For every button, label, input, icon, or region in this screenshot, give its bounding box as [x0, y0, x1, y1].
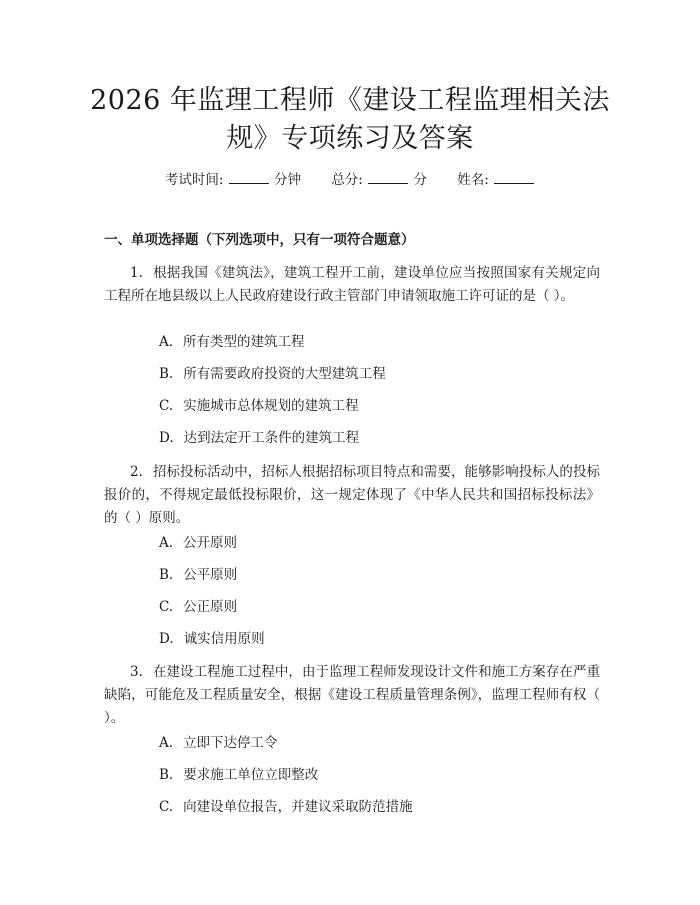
option-letter: A. [159, 334, 174, 350]
name-field [457, 170, 535, 189]
option-text: 实施城市总体规划的建筑工程 [183, 398, 359, 414]
total-score-field [331, 170, 427, 189]
page-title-line-1: 2026 年监理工程师《建设工程监理相关法 [90, 85, 610, 116]
option-letter: C. [159, 799, 174, 815]
option-letter: B. [159, 366, 174, 382]
total-score-blank [368, 170, 408, 184]
question-text: 根据我国《建筑法》，建筑工程开工前，建设单位应当按照国家有关规定向工程所在地县级以上人民政府建设行政主管部门申请领取施工许可证的是（ ）。 [104, 265, 600, 304]
question-number: 2. [130, 464, 143, 480]
option-text: 所有类型的建筑工程 [183, 334, 305, 350]
question-2-option-b [159, 566, 237, 584]
option-letter: C. [159, 398, 174, 414]
option-text: 要求施工单位立即整改 [183, 767, 319, 783]
question-number: 1. [130, 265, 143, 281]
exam-time-field [165, 170, 301, 189]
question-3-option-c [159, 798, 413, 816]
option-text: 诚实信用原则 [183, 631, 265, 647]
question-2-option-a [159, 534, 237, 552]
option-letter: D. [159, 430, 174, 446]
total-score-label: 总分: [331, 172, 363, 188]
question-3 [104, 661, 600, 730]
section-heading: 一、单项选择题（下列选项中，只有一项符合题意） [104, 232, 415, 248]
option-text: 立即下达停工令 [183, 735, 278, 751]
option-text: 公正原则 [183, 599, 238, 615]
question-3-option-a [159, 734, 278, 752]
question-2-option-d [159, 630, 265, 648]
option-text: 公平原则 [183, 567, 238, 583]
question-1-option-b [159, 365, 386, 383]
question-2-option-c [159, 598, 237, 616]
question-1-option-a [159, 333, 305, 351]
option-text: 向建设单位报告，并建议采取防范措施 [183, 799, 413, 815]
question-text: 招标投标活动中，招标人根据招标项目特点和需要，能够影响投标人的投标报价的，不得规定最低投标限价，这一规定体现了《中华人民共和国招标投标法》的（ ）原则。 [104, 464, 600, 526]
question-1 [104, 262, 600, 308]
option-text: 达到法定开工条件的建筑工程 [183, 430, 360, 446]
question-1-option-d [159, 429, 359, 447]
option-text: 所有需要政府投资的大型建筑工程 [183, 366, 386, 382]
option-letter: A. [159, 735, 174, 751]
exam-info-row [0, 170, 700, 189]
page-title-line-2: 规》专项练习及答案 [226, 123, 474, 154]
total-score-unit: 分 [413, 172, 427, 188]
option-letter: A. [159, 535, 174, 551]
name-blank [494, 170, 534, 184]
option-text: 公开原则 [183, 535, 238, 551]
question-3-option-b [159, 766, 318, 784]
option-letter: D. [159, 631, 174, 647]
exam-time-blank [229, 170, 269, 184]
question-2 [104, 461, 600, 530]
question-text: 在建设工程施工过程中，由于监理工程师发现设计文件和施工方案存在严重缺陷，可能危及工程质量安全，根据《建设工程质量管理条例》，监理工程师有权（ ）。 [104, 664, 600, 726]
option-letter: B. [159, 567, 174, 583]
option-letter: B. [159, 767, 174, 783]
question-1-option-c [159, 397, 359, 415]
exam-time-unit: 分钟 [274, 172, 302, 188]
name-label: 姓名: [457, 172, 489, 188]
question-number: 3. [130, 664, 143, 680]
option-letter: C. [159, 599, 174, 615]
exam-time-label: 考试时间: [164, 172, 224, 188]
